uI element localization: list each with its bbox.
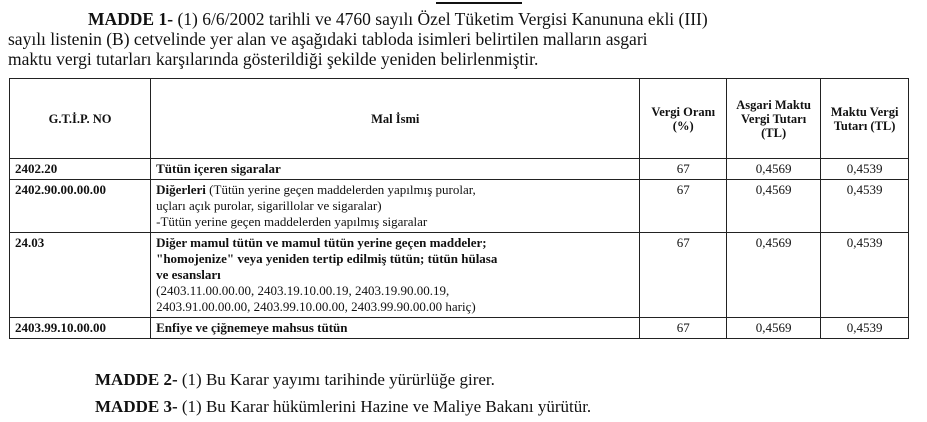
table-header-row (10, 79, 909, 159)
rate-cell: 67 (640, 180, 727, 233)
intro-line-1-text: (1) 6/6/2002 tarihli ve 4760 sayılı Özel Tüketim Vergisi Kanununa ekli (III) (173, 9, 708, 29)
min-specific-cell: 0,4569 (727, 233, 821, 318)
article-2 (95, 370, 495, 390)
name-rest: (Tütün yerine geçen maddelerden yapılmış purolar, (205, 182, 476, 197)
specific-cell: 0,4539 (821, 180, 909, 233)
rate-cell: 67 (640, 318, 727, 339)
article-3-text: (1) Bu Karar hükümlerini Hazine ve Maliye Bakanı yürütür. (177, 397, 592, 416)
name-line-4: (2403.11.00.00.00, 2403.19.10.00.19, 2403.19.90.00.19, (156, 283, 450, 298)
name-line-1 (156, 182, 634, 198)
name-cell (151, 318, 640, 339)
name-line-3: -Tütün yerine geçen maddelerden yapılmış sigaralar (156, 214, 428, 229)
name-line-3: ve esansları (156, 267, 221, 282)
name-text: Tütün içeren sigaralar (156, 161, 281, 176)
name-bold: Diğerleri (156, 182, 206, 197)
specific-cell: 0,4539 (821, 159, 909, 180)
intro-paragraph (8, 9, 920, 69)
name-line-2: uçları açık purolar, sigarillolar ve sigaralar) (156, 198, 382, 213)
min-specific-cell: 0,4569 (727, 318, 821, 339)
intro-line-1 (8, 9, 920, 29)
gtip-cell: 24.03 (10, 233, 151, 318)
article-2-label: MADDE 2- (95, 370, 178, 389)
article-3-label: MADDE 3- (95, 397, 178, 416)
name-cell (151, 233, 640, 318)
name-line-1: Diğer mamul tütün ve mamul tütün yerine geçen maddeler; (156, 235, 487, 250)
name-line-2: "homojenize" veya yeniden tertip edilmiş tütün; tütün hülasa (156, 251, 498, 266)
table-row (10, 159, 909, 180)
rate-cell: 67 (640, 233, 727, 318)
gtip-cell: 2402.90.00.00.00 (10, 180, 151, 233)
specific-cell: 0,4539 (821, 233, 909, 318)
min-specific-cell: 0,4569 (727, 180, 821, 233)
article-3 (95, 397, 591, 417)
table-row (10, 233, 909, 318)
name-cell (151, 180, 640, 233)
top-rule (436, 2, 522, 4)
article-1-label: MADDE 1- (88, 9, 174, 29)
header-rate: Vergi Oranı (%) (640, 79, 727, 159)
header-name: Mal İsmi (151, 79, 640, 159)
name-text: Enfiye ve çiğnemeye mahsus tütün (156, 320, 348, 335)
gtip-cell: 2403.99.10.00.00 (10, 318, 151, 339)
tariff-table (9, 78, 909, 339)
intro-line-2: sayılı listenin (B) cetvelinde yer alan ve aşağıdaki tabloda isimleri belirtilen malların asgari (8, 29, 648, 49)
name-line-5: 2403.91.00.00.00, 2403.99.10.00.00, 2403.99.90.00.00 hariç) (156, 299, 476, 314)
rate-cell: 67 (640, 159, 727, 180)
header-gtip: G.T.İ.P. NO (10, 79, 151, 159)
article-2-text: (1) Bu Karar yayımı tarihinde yürürlüğe girer. (177, 370, 495, 389)
header-specific: Maktu Vergi Tutarı (TL) (821, 79, 909, 159)
header-min-specific: Asgari Maktu Vergi Tutarı (TL) (727, 79, 821, 159)
intro-line-3: maktu vergi tutarları karşılarında gösterildiği şekilde yeniden belirlenmiştir. (8, 49, 539, 69)
gtip-cell: 2402.20 (10, 159, 151, 180)
table-row (10, 180, 909, 233)
specific-cell: 0,4539 (821, 318, 909, 339)
name-cell (151, 159, 640, 180)
min-specific-cell: 0,4569 (727, 159, 821, 180)
table-row (10, 318, 909, 339)
